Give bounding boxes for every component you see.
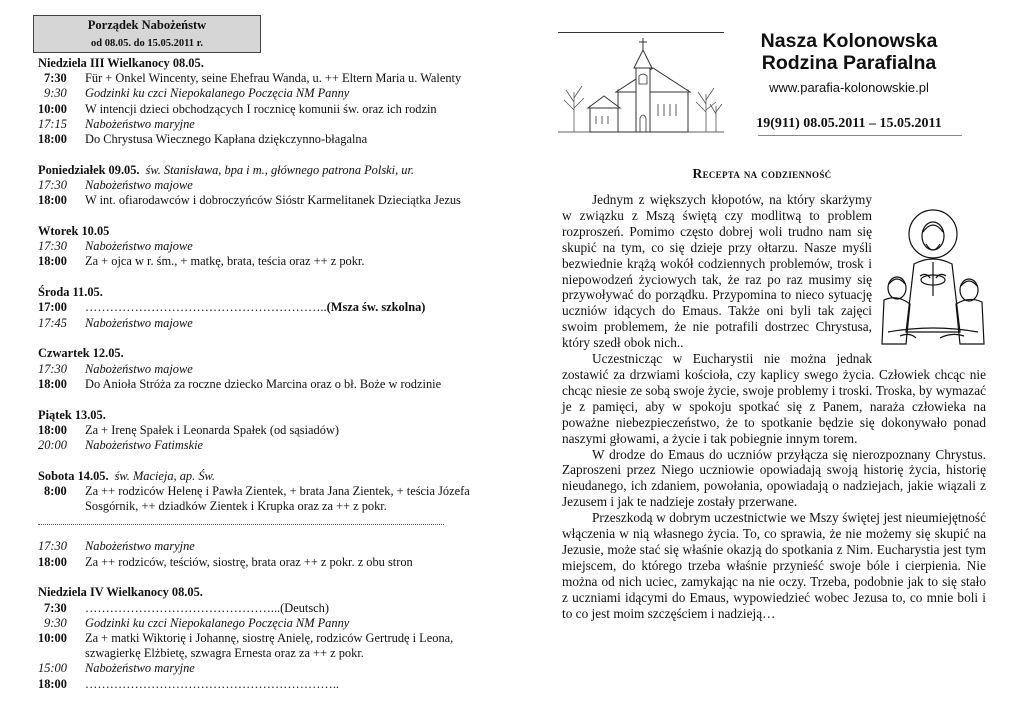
day-title: Piątek 13.05. — [38, 407, 106, 422]
day-heading — [38, 56, 508, 71]
entry-description — [85, 601, 508, 616]
schedule-day — [38, 224, 508, 270]
entry-description — [85, 555, 508, 570]
day-heading — [38, 346, 508, 361]
entry-description — [85, 178, 508, 193]
entry-time: 17:30 — [38, 178, 67, 193]
entry-time: 15:00 — [38, 661, 67, 676]
entry-text: Nabożeństwo maryjne — [85, 539, 195, 554]
entry-time: 17:45 — [38, 315, 67, 330]
article-title: Recepta na codzienność — [692, 166, 832, 181]
schedule-entry — [38, 631, 508, 661]
schedule-day — [38, 285, 508, 331]
schedule-date-range: od 08.05. do 15.05.2011 r. — [91, 38, 203, 49]
entry-time: 18:00 — [38, 676, 67, 691]
day-title: Środa 11.05. — [38, 285, 103, 300]
right-page — [512, 0, 1024, 725]
day-heading — [38, 224, 508, 239]
day-feast-note: św. Stanisława, bpa i m., głównego patrona Polski, ur. — [145, 162, 415, 177]
schedule-entry — [38, 677, 508, 692]
entry-text: Für + Onkel Wincenty, seine Ehefrau Wanda, u. ++ Eltern Maria u. Walenty — [85, 71, 462, 86]
entry-time: 17:30 — [38, 539, 67, 554]
entry-description — [85, 316, 508, 331]
article-paragraph: Uczestnicząc w Eucharystii nie można jednak zostawić za drzwiami kościoła, czy kaplicy swego życia. Człowiek chcąc nie chcąc niesie ze sobą swoje życie, swoje problemy i troski. Troska, by wymazać je z pamięci, aby w spokoju spotkać się z Panem, naraża człowieka na poważne niebezpieczeństwo, że to spotkanie będzie się dokonywało ponad naszymi głowami, a życie i tak pobiegnie innym torem. — [562, 351, 986, 446]
entry-text: Godzinki ku czci Niepokalanego Poczęcia NM Panny — [85, 86, 350, 101]
entry-note: (Msza św. szkolna) — [326, 300, 426, 315]
day-heading — [38, 408, 508, 423]
schedule-day — [38, 163, 508, 209]
parish-title-line2: Rodzina Parafialna — [761, 52, 937, 74]
entry-text: Za + ojca w r. śm., + matkę, brata, teścia oraz ++ z pokr. — [85, 254, 365, 269]
entry-description — [85, 539, 508, 554]
day-heading — [38, 285, 508, 300]
entry-text: Nabożeństwo majowe — [85, 178, 193, 193]
day-title: Niedziela IV Wielkanocy 08.05. — [38, 585, 203, 600]
entry-description — [85, 193, 508, 208]
schedule-entry — [38, 117, 508, 132]
entry-text: Za ++ rodziców Helenę i Pawła Zientek, + brata Jana Zientek, + teścia Józefa Sosgórnik, ++ dziadków Zientek i Krupka oraz za ++ z pokr. — [85, 484, 470, 514]
schedule-entry — [38, 71, 508, 86]
schedule-entry — [38, 484, 508, 514]
entry-text: Nabożeństwo majowe — [85, 239, 193, 254]
entry-time: 17:00 — [38, 300, 67, 315]
schedule-entry — [38, 377, 508, 392]
schedule-entry — [38, 132, 508, 147]
entry-time: 10:00 — [38, 101, 67, 116]
schedule-entry — [38, 178, 508, 193]
entry-time: 18:00 — [38, 422, 67, 437]
jesus-with-disciples-illustration — [880, 204, 986, 358]
issue-underline — [758, 135, 962, 136]
mass-schedule — [38, 56, 508, 707]
day-title: Niedziela III Wielkanocy 08.05. — [38, 56, 204, 70]
entry-time: 18:00 — [38, 554, 67, 569]
day-title: Czwartek 12.05. — [38, 346, 124, 361]
entry-text: Do Anioła Stróża za roczne dziecko Marcina oraz o bł. Boże w rodzinie — [85, 376, 442, 391]
entry-text: Za + matki Wiktorię i Johannę, siostrę Anielę, rodziców Gertrudę i Leona, szwagierkę Elżbietę, szwagra Ernesta oraz za ++ z pokr. — [85, 631, 454, 661]
entry-time: 17:30 — [38, 361, 67, 376]
entry-time: 18:00 — [38, 376, 67, 391]
day-title: Sobota 14.05. — [38, 468, 109, 483]
entry-description — [85, 677, 508, 692]
church-illustration — [558, 32, 724, 136]
entry-text: ………………………………………………….. — [85, 300, 327, 315]
schedule-entry — [38, 601, 508, 616]
entry-text: ………………………………………...(Deutsch) — [85, 600, 330, 615]
entry-text: Godzinki ku czci Niepokalanego Poczęcia NM Panny — [85, 615, 350, 630]
entry-description — [85, 86, 508, 101]
entry-time: 17:15 — [38, 116, 67, 131]
schedule-title: Porządek Nabożeństw — [87, 18, 207, 32]
article-body — [562, 192, 986, 621]
entry-time: 17:30 — [38, 239, 67, 254]
day-feast-note: św. Macieja, ap. Św. — [114, 468, 215, 483]
schedule-entry — [38, 102, 508, 117]
parish-title-line1: Nasza Kolonowska — [760, 30, 938, 52]
entry-text: Do Chrystusa Wiecznego Kapłana dziękczynno-błagalna — [85, 132, 368, 147]
article-paragraph: Przeszkodą w dobrym uczestnictwie we Mszy świętej jest nieumiejętność włączenia w nią własnego życia. To, co sprawia, że nie możemy się skupić na Jezusie, może stać się właśnie okazją do spotkania z Nim. Eucharystia jest tym miejscem, do którego trzeba właśnie przynieść swoje bóle i cierpienia. Nie można od nich uciec, zamykając na nie oczy. Trzeba, podobnie jak to się stało z uczniami idącymi do Emaus, wypowiedzieć wobec Jezusa to, co mnie boli i to co jest moim szczęściem i nadzieją… — [562, 510, 986, 621]
article-paragraph: Jednym z większych kłopotów, na który skarżymy w związku z Mszą świętą czy modlitwą to problem rozproszeń. Pomimo często dobrej woli trudno nam się skupić na tym, co się dzieje przy ołtarzu. Nasze myśli bezwiednie krążą wokół codziennych problemów, trosk i niepowodzeń życiowych tak, że raz po raz musimy się przywoływać do porządku. Przypomina to nieco sytuację uczniów idących do Emaus. Także oni byli tak zajęci swoim problemem, że nie potrafili dostrzec Chrystusa, który szedł obok nich.. — [562, 192, 872, 351]
entry-text: W int. ofiarodawców i dobroczyńców Sióstr Karmelitanek Dzieciątka Jezus — [85, 193, 461, 208]
schedule-day — [38, 408, 508, 454]
schedule-entry — [38, 86, 508, 101]
parish-website-link[interactable]: www.parafia-kolonowskie.pl — [769, 80, 929, 95]
entry-description — [85, 300, 508, 315]
entry-time: 9:30 — [44, 86, 67, 101]
schedule-entry — [38, 254, 508, 269]
schedule-entry — [38, 193, 508, 208]
day-heading — [38, 585, 508, 600]
entry-time: 10:00 — [38, 631, 67, 646]
entry-text: Nabożeństwo maryjne — [85, 661, 195, 676]
entry-description — [85, 661, 508, 676]
entry-description — [85, 239, 508, 254]
entry-text: …………………………………………………….. — [85, 676, 340, 691]
schedule-entry — [38, 300, 508, 315]
entry-description — [85, 102, 508, 117]
day-heading — [38, 163, 508, 178]
issue-number-dates: 19(911) 08.05.2011 – 15.05.2011 — [756, 116, 942, 131]
schedule-entry — [38, 661, 508, 676]
schedule-day — [38, 346, 508, 392]
entry-description — [85, 117, 508, 132]
entry-time: 18:00 — [38, 254, 67, 269]
entry-description — [85, 616, 508, 631]
schedule-entry — [38, 616, 508, 631]
article-paragraph: W drodze do Emaus do uczniów przyłącza się nierozpoznany Chrystus. Zaproszeni przez Niego uczniowie opowiadają swoją historię życia, historię nieudanego, ich zdaniem, powołania, opowiadają o nadziejach, jakie wiązali z Jezusem i jak te nadzieje zostały przerwane. — [562, 446, 986, 510]
entry-text: Za + Irenę Spałek i Leonarda Spałek (od sąsiadów) — [85, 422, 340, 437]
schedule-header-box — [33, 15, 261, 53]
entry-description — [85, 423, 508, 438]
day-title: Wtorek 10.05 — [38, 224, 110, 239]
dotted-separator — [38, 524, 444, 525]
schedule-entry — [38, 423, 508, 438]
parish-title — [726, 30, 972, 74]
entry-text: Nabożeństwo maryjne — [85, 116, 195, 131]
entry-description — [85, 631, 508, 661]
entry-time: 9:30 — [44, 615, 67, 630]
entry-description — [85, 377, 508, 392]
schedule-entry — [38, 539, 508, 554]
entry-time: 7:30 — [44, 71, 67, 86]
schedule-entry — [38, 239, 508, 254]
schedule-entry — [38, 316, 508, 331]
schedule-entry — [38, 555, 508, 570]
entry-description — [85, 132, 508, 147]
entry-time: 18:00 — [38, 132, 67, 147]
entry-description — [85, 71, 508, 86]
schedule-entry — [38, 362, 508, 377]
entry-text: Nabożeństwo majowe — [85, 315, 193, 330]
day-title: Poniedziałek 09.05. — [38, 162, 140, 177]
entry-time: 20:00 — [38, 438, 67, 453]
entry-description — [85, 362, 508, 377]
entry-description — [85, 484, 508, 514]
schedule-entry — [38, 438, 508, 453]
entry-text: Nabożeństwo Fatimskie — [85, 438, 204, 453]
day-heading — [38, 469, 508, 484]
schedule-day — [38, 585, 508, 691]
entry-text: Za ++ rodziców, teściów, siostrę, brata oraz ++ z pokr. z obu stron — [85, 554, 413, 569]
entry-text: Nabożeństwo majowe — [85, 361, 193, 376]
entry-time: 18:00 — [38, 193, 67, 208]
schedule-day — [38, 56, 508, 147]
entry-time: 7:30 — [44, 600, 67, 615]
entry-description — [85, 254, 508, 269]
schedule-day — [38, 469, 508, 570]
entry-time: 8:00 — [44, 484, 67, 499]
entry-text: W intencji dzieci obchodzących I rocznicę komunii św. oraz ich rodzin — [85, 101, 437, 116]
entry-description — [85, 438, 508, 453]
